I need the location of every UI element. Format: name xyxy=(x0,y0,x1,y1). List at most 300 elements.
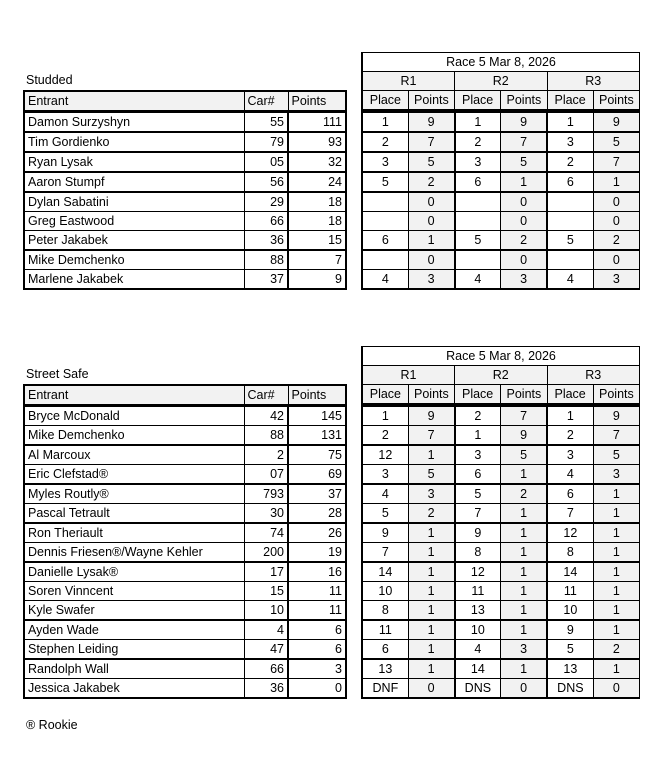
round-points: 1 xyxy=(501,465,547,485)
round-place: 14 xyxy=(547,562,593,582)
round-place: 2 xyxy=(362,426,408,446)
entrant-name: Bryce McDonald xyxy=(24,406,244,426)
total-points: 18 xyxy=(288,192,346,212)
round-points: 5 xyxy=(593,445,639,465)
standings-row xyxy=(24,132,346,152)
race-result-row xyxy=(362,679,640,699)
entrant-name: Soren Vinncent xyxy=(24,582,244,601)
round-points: 9 xyxy=(408,405,454,426)
round-place xyxy=(455,212,501,231)
race-result-row xyxy=(362,582,640,601)
round-place: 3 xyxy=(547,132,593,152)
round-points: 0 xyxy=(501,212,547,231)
race-points-header: Points xyxy=(501,385,547,406)
standings-row xyxy=(24,582,346,601)
standings-header-row xyxy=(24,385,346,406)
round-points: 1 xyxy=(593,601,639,621)
car-number: 05 xyxy=(244,152,288,172)
race-result-row xyxy=(362,620,640,640)
round-place: 14 xyxy=(455,659,501,679)
round-points: 1 xyxy=(593,172,639,192)
studded-section-title: Studded xyxy=(26,73,73,87)
round-place: 12 xyxy=(547,523,593,543)
street-safe-standings-table xyxy=(23,384,347,699)
round-place xyxy=(455,250,501,270)
round-place: 11 xyxy=(455,582,501,601)
round-place: 3 xyxy=(362,152,408,172)
round-points: 0 xyxy=(593,250,639,270)
round-place: 1 xyxy=(455,111,501,132)
race-column-header-row xyxy=(362,91,640,112)
round-points: 5 xyxy=(501,152,547,172)
race-points-header: Points xyxy=(501,91,547,112)
round-place: 7 xyxy=(455,504,501,524)
round-place: 6 xyxy=(362,231,408,251)
round-place: 5 xyxy=(362,172,408,192)
round-place: 4 xyxy=(547,465,593,485)
standings-row xyxy=(24,112,346,133)
round-points: 1 xyxy=(501,504,547,524)
race-column-header-row xyxy=(362,385,640,406)
round-points: 1 xyxy=(501,172,547,192)
round-points: 1 xyxy=(593,620,639,640)
points-header: Points xyxy=(288,91,346,112)
round-place: 5 xyxy=(547,640,593,660)
round-header-r1: R1 xyxy=(362,72,455,91)
round-points: 7 xyxy=(408,426,454,446)
car-number: 37 xyxy=(244,270,288,290)
round-points: 0 xyxy=(501,679,547,699)
standings-row xyxy=(24,523,346,543)
entrant-name: Ryan Lysak xyxy=(24,152,244,172)
round-header-row xyxy=(362,366,640,385)
round-points: 1 xyxy=(408,659,454,679)
place-header: Place xyxy=(455,385,501,406)
round-points: 9 xyxy=(408,111,454,132)
round-points: 7 xyxy=(593,426,639,446)
round-place: 5 xyxy=(455,484,501,504)
round-place xyxy=(362,250,408,270)
street-safe-race-results-table xyxy=(361,346,640,699)
car-number: 79 xyxy=(244,132,288,152)
car-number: 793 xyxy=(244,484,288,504)
round-place: 2 xyxy=(362,132,408,152)
round-place: 7 xyxy=(547,504,593,524)
round-place: 11 xyxy=(362,620,408,640)
race-result-row xyxy=(362,640,640,660)
round-place: DNS xyxy=(455,679,501,699)
entrant-name: Greg Eastwood xyxy=(24,212,244,231)
round-place: 3 xyxy=(455,152,501,172)
total-points: 69 xyxy=(288,465,346,485)
studded-standings-table xyxy=(23,90,347,290)
round-place: 6 xyxy=(362,640,408,660)
round-place: 2 xyxy=(455,405,501,426)
standings-row xyxy=(24,250,346,270)
round-header-row xyxy=(362,72,640,91)
round-place: 9 xyxy=(547,620,593,640)
round-points: 0 xyxy=(408,250,454,270)
round-place: 4 xyxy=(362,270,408,290)
race-result-row xyxy=(362,132,640,152)
round-points: 3 xyxy=(501,640,547,660)
round-points: 9 xyxy=(501,426,547,446)
total-points: 3 xyxy=(288,659,346,679)
round-place: 4 xyxy=(362,484,408,504)
standings-row xyxy=(24,679,346,699)
place-header: Place xyxy=(547,91,593,112)
entrant-name: Jessica Jakabek xyxy=(24,679,244,699)
standings-row xyxy=(24,640,346,660)
car-number: 15 xyxy=(244,582,288,601)
round-points: 5 xyxy=(408,465,454,485)
round-points: 0 xyxy=(501,250,547,270)
total-points: 32 xyxy=(288,152,346,172)
round-place: 9 xyxy=(455,523,501,543)
race-result-row xyxy=(362,445,640,465)
round-points: 1 xyxy=(501,601,547,621)
total-points: 18 xyxy=(288,212,346,231)
round-points: 7 xyxy=(408,132,454,152)
race-result-row xyxy=(362,192,640,212)
round-points: 1 xyxy=(501,543,547,563)
round-place: 10 xyxy=(362,582,408,601)
round-points: 0 xyxy=(408,679,454,699)
round-place: DNF xyxy=(362,679,408,699)
round-place xyxy=(547,212,593,231)
round-place: 1 xyxy=(362,111,408,132)
total-points: 6 xyxy=(288,620,346,640)
round-header-r3: R3 xyxy=(547,72,640,91)
standings-row xyxy=(24,406,346,426)
total-points: 145 xyxy=(288,406,346,426)
entrant-name: Mike Demchenko xyxy=(24,250,244,270)
round-place: 13 xyxy=(455,601,501,621)
round-place: 11 xyxy=(547,582,593,601)
round-points: 9 xyxy=(501,111,547,132)
round-points: 2 xyxy=(501,484,547,504)
total-points: 93 xyxy=(288,132,346,152)
entrant-name: Dennis Friesen®/Wayne Kehler xyxy=(24,543,244,563)
round-place: 10 xyxy=(455,620,501,640)
place-header: Place xyxy=(362,91,408,112)
round-points: 3 xyxy=(593,465,639,485)
race-result-row xyxy=(362,659,640,679)
round-points: 1 xyxy=(593,523,639,543)
standings-row xyxy=(24,562,346,582)
standings-row xyxy=(24,543,346,563)
round-place: 5 xyxy=(455,231,501,251)
round-points: 1 xyxy=(408,543,454,563)
standings-row xyxy=(24,152,346,172)
standings-row xyxy=(24,172,346,192)
race-result-row xyxy=(362,523,640,543)
round-points: 1 xyxy=(408,620,454,640)
round-points: 1 xyxy=(593,504,639,524)
race-points-header: Points xyxy=(408,91,454,112)
round-place xyxy=(547,250,593,270)
round-place: 6 xyxy=(455,172,501,192)
round-points: 1 xyxy=(408,640,454,660)
round-place: 2 xyxy=(547,426,593,446)
round-points: 5 xyxy=(593,132,639,152)
round-points: 1 xyxy=(593,484,639,504)
entrant-name: Aaron Stumpf xyxy=(24,172,244,192)
race-points-header: Points xyxy=(593,91,639,112)
standings-row xyxy=(24,192,346,212)
round-points: 1 xyxy=(501,659,547,679)
car-number: 17 xyxy=(244,562,288,582)
entrant-name: Randolph Wall xyxy=(24,659,244,679)
race-result-row xyxy=(362,426,640,446)
round-place xyxy=(362,212,408,231)
round-place: 13 xyxy=(547,659,593,679)
round-place: 1 xyxy=(455,426,501,446)
race-result-row xyxy=(362,562,640,582)
total-points: 19 xyxy=(288,543,346,563)
round-points: 0 xyxy=(408,212,454,231)
round-points: 1 xyxy=(408,523,454,543)
round-place: 1 xyxy=(362,405,408,426)
round-place: 6 xyxy=(547,484,593,504)
round-points: 0 xyxy=(408,192,454,212)
round-place: 4 xyxy=(455,270,501,290)
street-safe-section-title: Street Safe xyxy=(26,367,89,381)
race-result-row xyxy=(362,152,640,172)
car-number: 66 xyxy=(244,212,288,231)
round-place: 3 xyxy=(547,445,593,465)
round-points: 2 xyxy=(408,172,454,192)
race-result-row xyxy=(362,172,640,192)
car-number: 88 xyxy=(244,426,288,446)
round-place: 7 xyxy=(362,543,408,563)
round-place: 2 xyxy=(547,152,593,172)
car-number: 07 xyxy=(244,465,288,485)
round-place: 13 xyxy=(362,659,408,679)
round-points: 9 xyxy=(593,405,639,426)
total-points: 11 xyxy=(288,601,346,621)
car-number: 47 xyxy=(244,640,288,660)
entrant-header: Entrant xyxy=(24,91,244,112)
car-number: 30 xyxy=(244,504,288,524)
car-number: 88 xyxy=(244,250,288,270)
race-points-header: Points xyxy=(408,385,454,406)
standings-row xyxy=(24,270,346,290)
round-points: 1 xyxy=(408,601,454,621)
total-points: 111 xyxy=(288,112,346,133)
car-number: 29 xyxy=(244,192,288,212)
entrant-name: Eric Clefstad® xyxy=(24,465,244,485)
round-place: 12 xyxy=(455,562,501,582)
entrant-name: Tim Gordienko xyxy=(24,132,244,152)
round-place: 5 xyxy=(362,504,408,524)
race-result-row xyxy=(362,543,640,563)
car-number: 10 xyxy=(244,601,288,621)
entrant-name: Dylan Sabatini xyxy=(24,192,244,212)
round-place: 6 xyxy=(547,172,593,192)
round-place: 8 xyxy=(455,543,501,563)
round-points: 9 xyxy=(593,111,639,132)
standings-row xyxy=(24,504,346,524)
round-points: 7 xyxy=(501,132,547,152)
entrant-name: Al Marcoux xyxy=(24,445,244,465)
entrant-name: Kyle Swafer xyxy=(24,601,244,621)
round-points: 3 xyxy=(408,270,454,290)
place-header: Place xyxy=(362,385,408,406)
place-header: Place xyxy=(547,385,593,406)
round-points: 1 xyxy=(593,562,639,582)
round-place: 8 xyxy=(547,543,593,563)
race-result-row xyxy=(362,405,640,426)
entrant-name: Pascal Tetrault xyxy=(24,504,244,524)
round-points: 0 xyxy=(593,679,639,699)
studded-race-results-table xyxy=(361,52,640,290)
round-points: 0 xyxy=(593,212,639,231)
total-points: 15 xyxy=(288,231,346,251)
total-points: 9 xyxy=(288,270,346,290)
entrant-name: Myles Routly® xyxy=(24,484,244,504)
round-points: 7 xyxy=(501,405,547,426)
race-result-row xyxy=(362,504,640,524)
race-title-row xyxy=(362,347,640,366)
standings-row xyxy=(24,445,346,465)
total-points: 26 xyxy=(288,523,346,543)
race-title-row xyxy=(362,53,640,72)
total-points: 28 xyxy=(288,504,346,524)
round-points: 7 xyxy=(593,152,639,172)
round-points: 1 xyxy=(408,445,454,465)
round-header-r2: R2 xyxy=(455,366,548,385)
round-place: 3 xyxy=(362,465,408,485)
race-result-row xyxy=(362,465,640,485)
car-number-header: Car# xyxy=(244,385,288,406)
round-points: 2 xyxy=(593,640,639,660)
round-points: 3 xyxy=(408,484,454,504)
race-title: Race 5 Mar 8, 2026 xyxy=(362,347,640,366)
round-place: 1 xyxy=(547,405,593,426)
entrant-name: Peter Jakabek xyxy=(24,231,244,251)
total-points: 7 xyxy=(288,250,346,270)
total-points: 6 xyxy=(288,640,346,660)
car-number: 66 xyxy=(244,659,288,679)
car-number: 2 xyxy=(244,445,288,465)
place-header: Place xyxy=(455,91,501,112)
round-points: 1 xyxy=(593,543,639,563)
race-result-row xyxy=(362,601,640,621)
round-header-r1: R1 xyxy=(362,366,455,385)
total-points: 37 xyxy=(288,484,346,504)
race-result-row xyxy=(362,212,640,231)
round-points: 0 xyxy=(593,192,639,212)
round-points: 1 xyxy=(501,523,547,543)
race-result-row xyxy=(362,111,640,132)
round-points: 1 xyxy=(408,562,454,582)
round-points: 1 xyxy=(408,582,454,601)
entrant-name: Ayden Wade xyxy=(24,620,244,640)
entrant-name: Mike Demchenko xyxy=(24,426,244,446)
round-place: 5 xyxy=(547,231,593,251)
car-number: 200 xyxy=(244,543,288,563)
rookie-footnote: ® Rookie xyxy=(26,718,78,732)
round-points: 2 xyxy=(501,231,547,251)
entrant-header: Entrant xyxy=(24,385,244,406)
round-points: 2 xyxy=(408,504,454,524)
round-place: 2 xyxy=(455,132,501,152)
round-place xyxy=(362,192,408,212)
car-number: 56 xyxy=(244,172,288,192)
round-place xyxy=(547,192,593,212)
standings-row xyxy=(24,484,346,504)
race-result-row xyxy=(362,250,640,270)
standings-row xyxy=(24,601,346,621)
entrant-name: Stephen Leiding xyxy=(24,640,244,660)
round-points: 1 xyxy=(501,562,547,582)
standings-row xyxy=(24,426,346,446)
round-points: 5 xyxy=(501,445,547,465)
total-points: 75 xyxy=(288,445,346,465)
entrant-name: Damon Surzyshyn xyxy=(24,112,244,133)
car-number: 36 xyxy=(244,679,288,699)
race-points-header: Points xyxy=(593,385,639,406)
round-place: 4 xyxy=(547,270,593,290)
race-result-row xyxy=(362,484,640,504)
round-place: 10 xyxy=(547,601,593,621)
standings-row xyxy=(24,231,346,251)
entrant-name: Ron Theriault xyxy=(24,523,244,543)
points-header: Points xyxy=(288,385,346,406)
round-points: 3 xyxy=(593,270,639,290)
round-place: 4 xyxy=(455,640,501,660)
race-result-row xyxy=(362,231,640,251)
standings-row xyxy=(24,465,346,485)
round-points: 1 xyxy=(501,620,547,640)
total-points: 11 xyxy=(288,582,346,601)
car-number: 74 xyxy=(244,523,288,543)
total-points: 24 xyxy=(288,172,346,192)
entrant-name: Danielle Lysak® xyxy=(24,562,244,582)
round-points: 0 xyxy=(501,192,547,212)
car-number: 4 xyxy=(244,620,288,640)
round-points: 2 xyxy=(593,231,639,251)
total-points: 16 xyxy=(288,562,346,582)
car-number-header: Car# xyxy=(244,91,288,112)
round-header-r3: R3 xyxy=(547,366,640,385)
standings-header-row xyxy=(24,91,346,112)
round-place: 1 xyxy=(547,111,593,132)
car-number: 36 xyxy=(244,231,288,251)
race-result-row xyxy=(362,270,640,290)
car-number: 55 xyxy=(244,112,288,133)
total-points: 131 xyxy=(288,426,346,446)
race-title: Race 5 Mar 8, 2026 xyxy=(362,53,640,72)
standings-row xyxy=(24,659,346,679)
standings-row xyxy=(24,620,346,640)
round-points: 3 xyxy=(501,270,547,290)
round-place xyxy=(455,192,501,212)
round-place: 3 xyxy=(455,445,501,465)
round-header-r2: R2 xyxy=(455,72,548,91)
round-points: 1 xyxy=(501,582,547,601)
round-points: 5 xyxy=(408,152,454,172)
round-points: 1 xyxy=(593,582,639,601)
round-place: 6 xyxy=(455,465,501,485)
car-number: 42 xyxy=(244,406,288,426)
entrant-name: Marlene Jakabek xyxy=(24,270,244,290)
round-place: 14 xyxy=(362,562,408,582)
round-place: 9 xyxy=(362,523,408,543)
total-points: 0 xyxy=(288,679,346,699)
round-place: 8 xyxy=(362,601,408,621)
